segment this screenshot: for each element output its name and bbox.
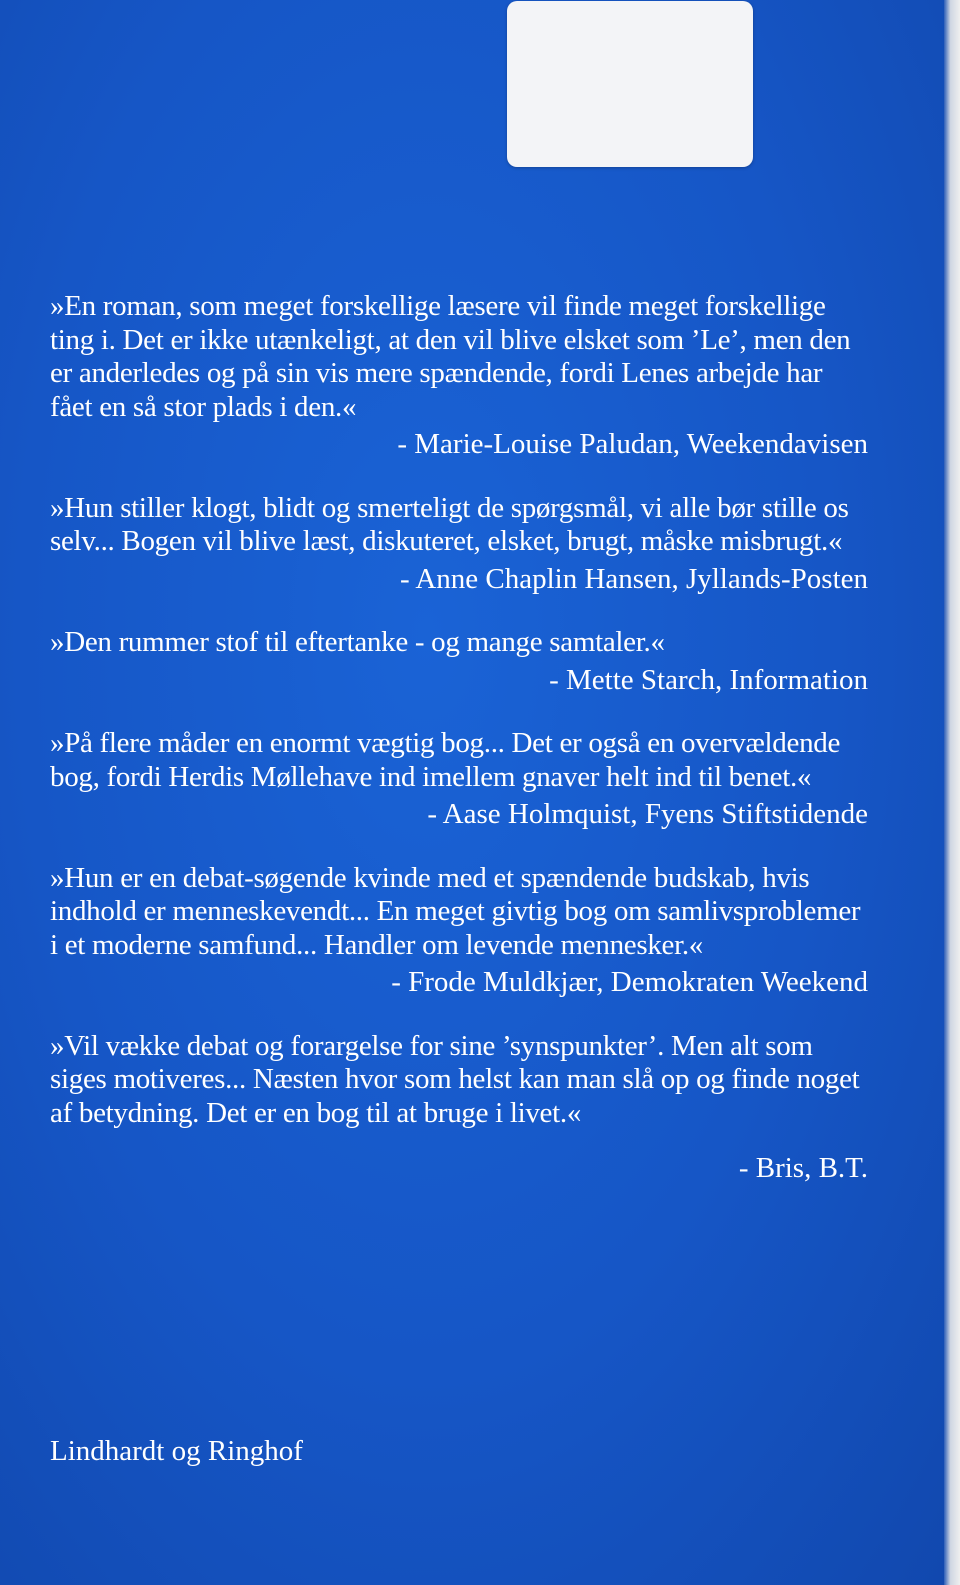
review-source: - Bris, B.T. (738, 1152, 868, 1184)
review-item (50, 1030, 868, 1186)
review-item (50, 727, 868, 832)
review-item (50, 492, 868, 597)
page-edge (944, 0, 960, 1585)
publisher-name: Lindhardt og Ringhof (50, 1435, 303, 1467)
review-item (50, 626, 868, 697)
review-source: - Mette Starch, Information (549, 663, 868, 696)
review-source: - Marie-Louise Paludan, Weekendavisen (397, 428, 868, 460)
review-source: - Frode Muldkjær, Demokraten Weekend (391, 966, 868, 998)
review-quote: »Hun er en debat-søgende kvinde med et spændende budskab, hvis indhold er menneskevendt... En meget givtig bog om samlivsproblemer i et moderne samfund... Handler om levende mennesker.« (50, 861, 861, 961)
review-item (50, 862, 868, 1000)
review-item (50, 290, 868, 462)
review-quote: »På flere måder en enormt vægtig bog... Det er også en overvældende bog, fordi Herdis Møllehave ind imellem gnaver helt ind til benet.« (50, 727, 841, 793)
review-source: - Anne Chaplin Hansen, Jyllands-Posten (400, 562, 868, 595)
review-quote: »En roman, som meget forskellige læsere vil finde meget forskellige ting i. Det er ikke utænkeligt, at den vil blive elsket som ’Le’, men den er anderledes og på sin vis mere spændende, fordi Lenes arbejde har fået en så stor plads i den.« (50, 290, 851, 423)
price-sticker (507, 1, 753, 167)
review-quote: »Den rummer stof til eftertanke - og mange samtaler.« (50, 626, 665, 658)
review-quote: »Vil vække debat og forargelse for sine ’synspunkter’. Men alt som siges motiveres... Næsten hvor som helst kan man slå op og finde noget af betydning. Det er en bog til at bruge i livet.« (50, 1029, 860, 1129)
review-quote: »Hun stiller klogt, blidt og smerteligt de spørgsmål, vi alle bør stille os selv... Bogen vil blive læst, diskuteret, elsket, brugt, måske misbrugt.« (50, 491, 849, 557)
review-list (50, 290, 868, 1186)
review-source: - Aase Holmquist, Fyens Stiftstidende (427, 798, 868, 830)
